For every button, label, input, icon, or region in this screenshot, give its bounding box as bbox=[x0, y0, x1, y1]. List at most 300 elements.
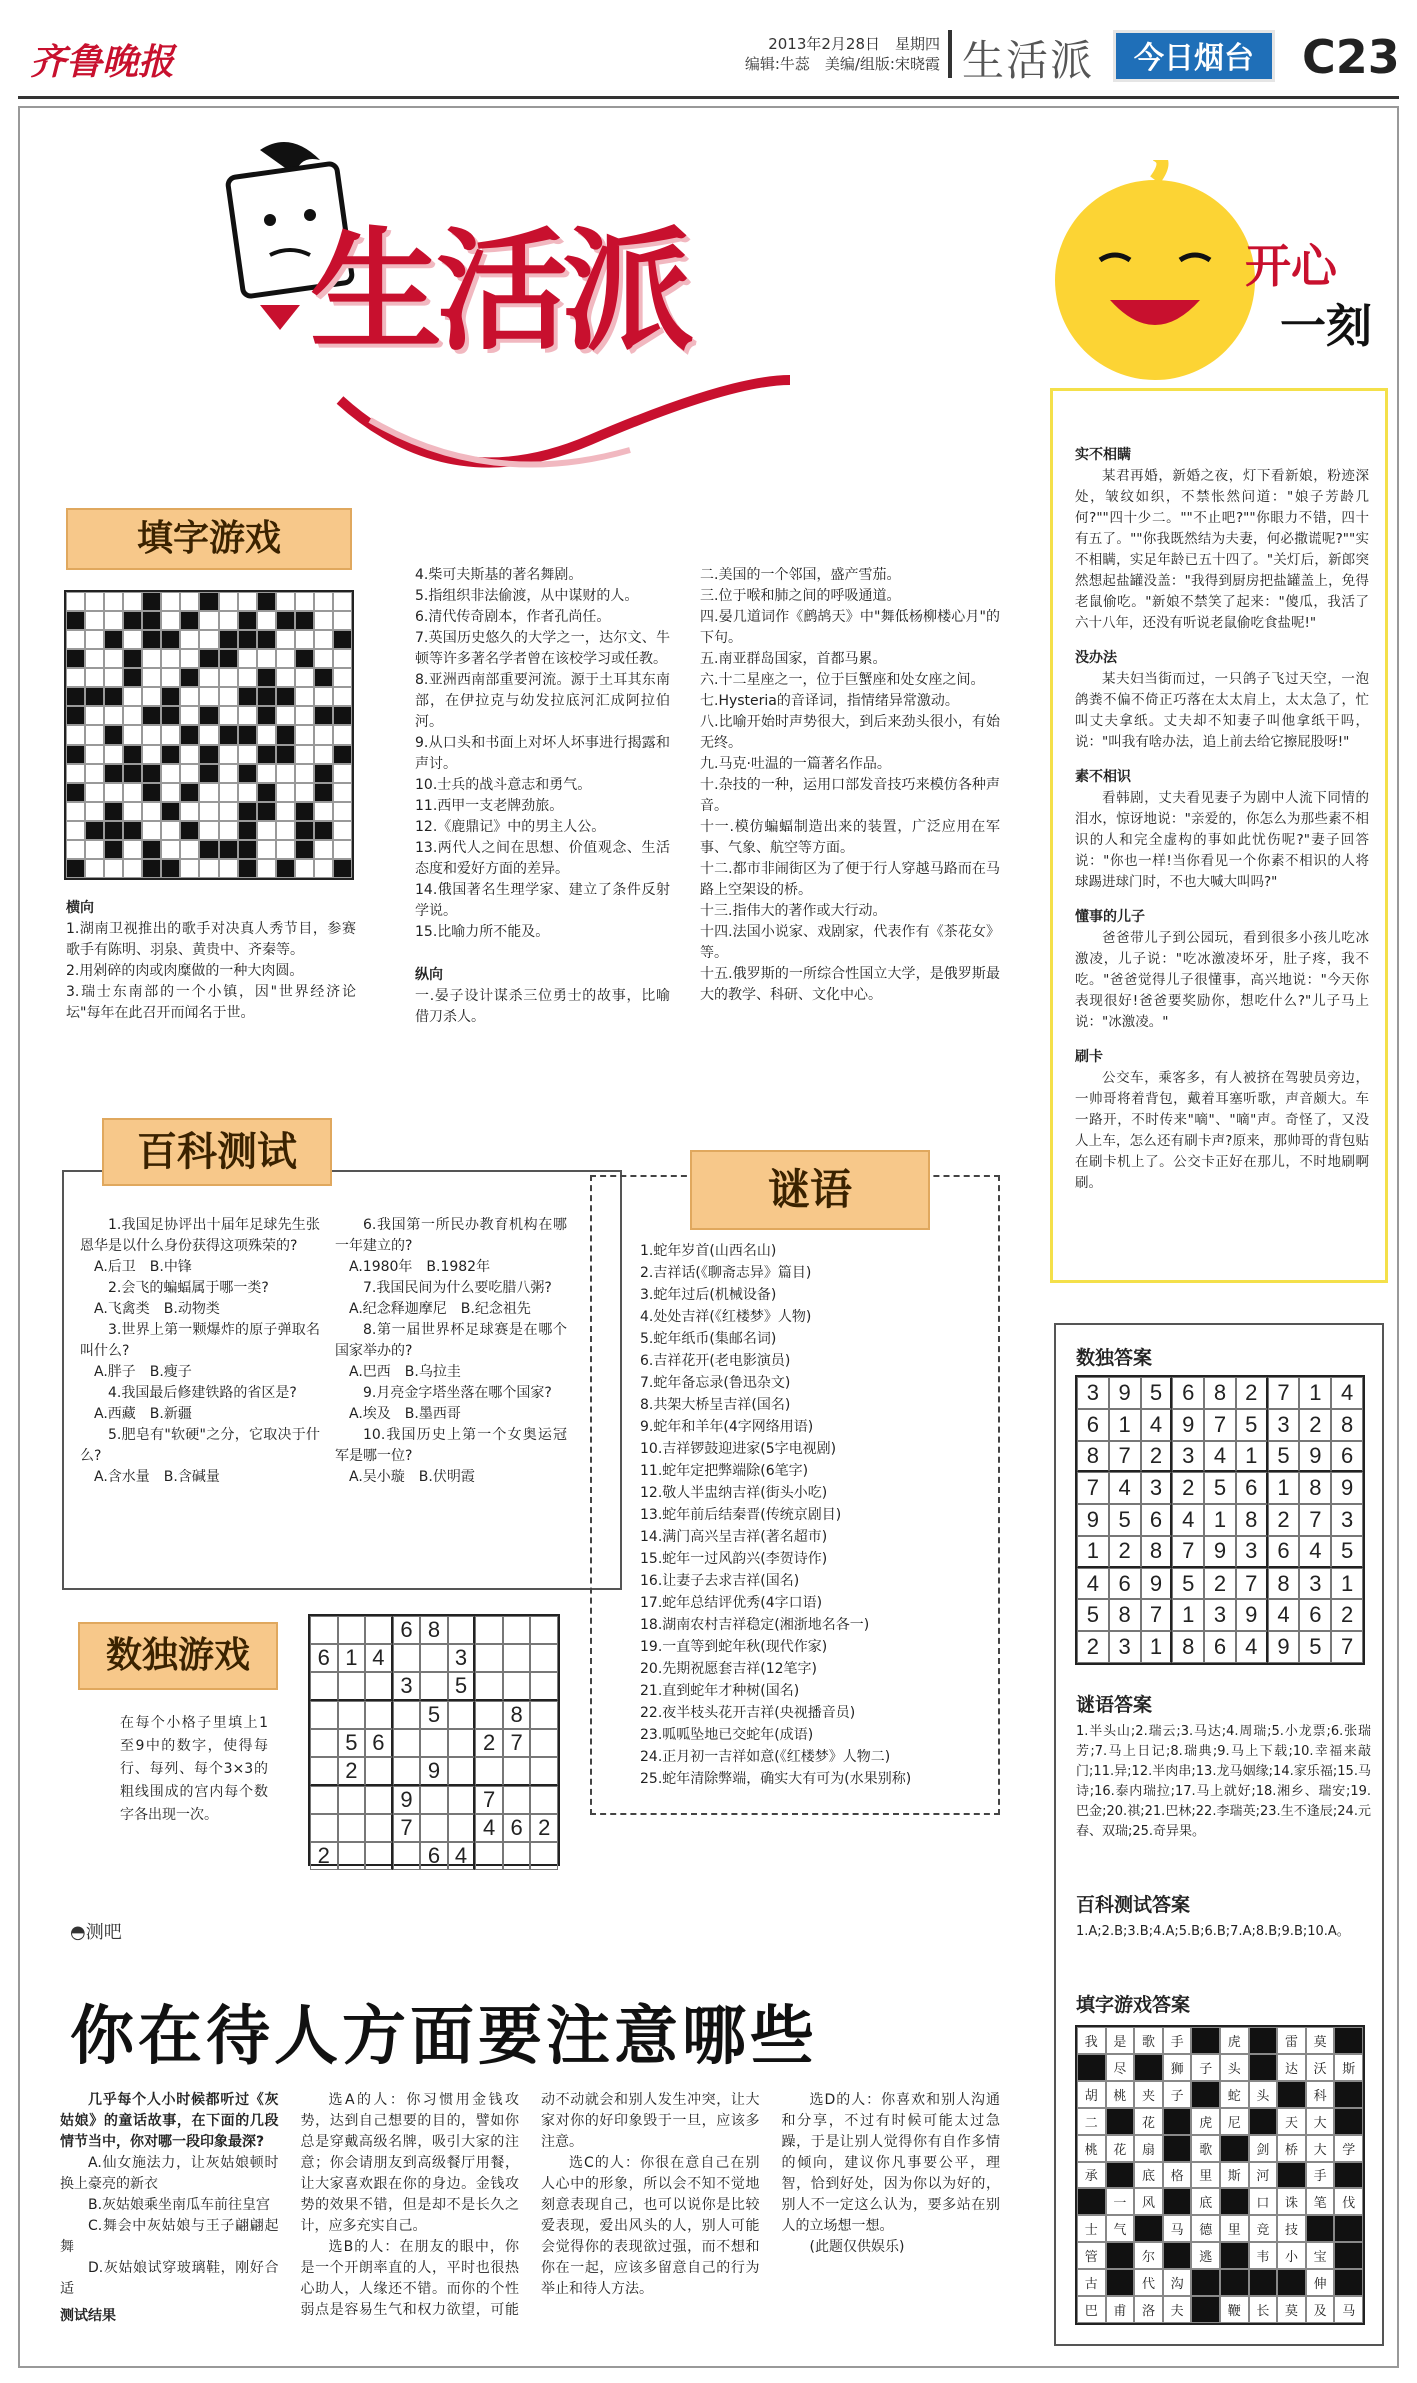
crossword-answer-cell bbox=[1334, 2242, 1363, 2269]
crossword-answer-cell: 桃 bbox=[1106, 2081, 1135, 2108]
crossword-cell bbox=[104, 802, 123, 821]
sudoku-cell: 2 bbox=[475, 1729, 503, 1757]
sudoku-cell: 4 bbox=[1172, 1504, 1204, 1536]
crossword-cell bbox=[161, 592, 180, 611]
crossword-answer-cell: 士 bbox=[1077, 2215, 1106, 2242]
crossword-cell bbox=[257, 630, 276, 649]
crossword-cell bbox=[257, 802, 276, 821]
clue-down-2: 二.美国的一个邻国，盛产雪茄。 bbox=[700, 567, 901, 583]
article-paragraph: D.灰姑娘试穿玻璃鞋，刚好合适 bbox=[60, 2260, 279, 2297]
crossword-cell bbox=[238, 859, 257, 878]
sudoku-cell: 7 bbox=[393, 1814, 421, 1842]
article-title: 你在待人方面要注意哪些 bbox=[70, 2000, 818, 2074]
crossword-answer-cell: 竞 bbox=[1249, 2215, 1278, 2242]
crossword-answer-cell: 巴 bbox=[1077, 2296, 1106, 2323]
sudoku-cell bbox=[503, 1644, 531, 1672]
down-title: 纵向 bbox=[415, 967, 443, 983]
clue-across-5: 5.指组织非法偷渡，从中谋财的人。 bbox=[415, 588, 639, 604]
crossword-cell bbox=[180, 840, 199, 859]
quiz-item: 4.我国最后修建铁路的省区是? bbox=[108, 1385, 297, 1401]
clue-down-13: 十三.指伟大的著作或大行动。 bbox=[700, 903, 887, 919]
crossword-cell bbox=[66, 687, 85, 706]
crossword-cell bbox=[219, 802, 238, 821]
crossword-cell bbox=[238, 649, 257, 668]
crossword-answer-cell: 花 bbox=[1134, 2108, 1163, 2135]
sudoku-cell: 2 bbox=[1109, 1536, 1141, 1568]
sudoku-cell: 4 bbox=[1236, 1631, 1268, 1663]
sudoku-cell: 9 bbox=[1172, 1409, 1204, 1441]
crossword-cell bbox=[295, 687, 314, 706]
riddle-item: 15.蛇年一过风韵兴(李贺诗作) bbox=[640, 1551, 828, 1567]
crossword-cell bbox=[123, 630, 142, 649]
crossword-cell bbox=[85, 630, 104, 649]
crossword-answer-cell bbox=[1249, 2054, 1278, 2081]
sudoku-cell: 7 bbox=[503, 1729, 531, 1757]
sudoku-cell: 6 bbox=[1204, 1631, 1236, 1663]
crossword-cell bbox=[104, 611, 123, 630]
sudoku-cell bbox=[420, 1672, 448, 1701]
crossword-cell bbox=[161, 668, 180, 687]
crossword-cell bbox=[180, 706, 199, 725]
sudoku-answer-grid bbox=[1075, 1375, 1365, 1665]
crossword-answer-cell: 格 bbox=[1163, 2162, 1192, 2189]
crossword-cell bbox=[333, 745, 352, 764]
masthead-swirl-icon bbox=[330, 360, 800, 490]
riddle-item: 22.夜半枝头花开吉祥(央视播音员) bbox=[640, 1705, 856, 1721]
clue-across-14: 14.俄国著名生理学家、建立了条件反射学说。 bbox=[415, 882, 670, 919]
crossword-answer-cell: 夫 bbox=[1163, 2296, 1192, 2323]
crossword-answer-cell: 长 bbox=[1249, 2296, 1278, 2323]
joke-title: 刷卡 bbox=[1075, 1049, 1103, 1065]
clue-across-11: 11.西甲一支老牌劲旅。 bbox=[415, 798, 564, 814]
sudoku-cell bbox=[448, 1786, 476, 1814]
crossword-cell bbox=[142, 725, 161, 744]
sudoku-cell: 1 bbox=[1268, 1472, 1300, 1504]
joke-body: 看韩剧，丈夫看见妻子为剧中人流下同情的泪水，惊讶地说："亲爱的，你怎么为那些素不相识的人和完全虚构的事如此忧伤呢?"妻子回答说："你也一样!当你看见一个你素不相识的人将球踢进球门时，不也大喊大叫吗?" bbox=[1075, 790, 1369, 890]
newspaper-logo: 齐鲁晚报 bbox=[30, 41, 175, 83]
riddle-item: 12.敬人半盅纳吉祥(街头小吃) bbox=[640, 1485, 828, 1501]
crossword-answer-cell: 里 bbox=[1191, 2162, 1220, 2189]
crossword-cell bbox=[257, 611, 276, 630]
clue-across-10: 10.士兵的战斗意志和勇气。 bbox=[415, 777, 592, 793]
crossword-cell bbox=[238, 821, 257, 840]
riddle-item: 24.正月初一吉祥如意(《红楼梦》人物二) bbox=[640, 1749, 891, 1765]
crossword-answer-cell bbox=[1220, 2269, 1249, 2296]
crossword-cell bbox=[257, 725, 276, 744]
sudoku-cell: 7 bbox=[1109, 1441, 1141, 1473]
crossword-cell bbox=[161, 649, 180, 668]
crossword-cell bbox=[104, 783, 123, 802]
crossword-cell bbox=[142, 802, 161, 821]
sudoku-cell bbox=[365, 1842, 393, 1870]
crossword-answer-cell: 胡 bbox=[1077, 2081, 1106, 2108]
sudoku-cell bbox=[338, 1672, 366, 1701]
crossword-answer-cell: 桃 bbox=[1077, 2135, 1106, 2162]
crossword-cell bbox=[199, 687, 218, 706]
crossword-cell bbox=[85, 706, 104, 725]
sudoku-cell: 9 bbox=[393, 1786, 421, 1814]
quiz-item: 3.世界上第一颗爆炸的原子弹取名叫什么? bbox=[80, 1322, 320, 1359]
sudoku-cell: 5 bbox=[1141, 1377, 1173, 1409]
sudoku-cell: 1 bbox=[1204, 1504, 1236, 1536]
quiz-answer-title: 百科测试答案 bbox=[1076, 1894, 1191, 1916]
sudoku-cell bbox=[365, 1814, 393, 1842]
crossword-answer-grid bbox=[1075, 2025, 1365, 2325]
clue-down-5: 五.南亚群岛国家，首都马累。 bbox=[700, 651, 887, 667]
sudoku-cell bbox=[530, 1757, 558, 1786]
crossword-cell bbox=[276, 592, 295, 611]
crossword-cell bbox=[104, 764, 123, 783]
crossword-answer-cell: 子 bbox=[1191, 2054, 1220, 2081]
crossword-cell bbox=[123, 725, 142, 744]
crossword-cell bbox=[276, 783, 295, 802]
sudoku-cell bbox=[310, 1786, 338, 1814]
page-number: C23 bbox=[1302, 30, 1400, 84]
across-title: 横向 bbox=[66, 900, 94, 916]
crossword-cell bbox=[219, 668, 238, 687]
crossword-answer-cell: 承 bbox=[1077, 2162, 1106, 2189]
sudoku-cell: 7 bbox=[1172, 1536, 1204, 1568]
quiz-answer-text: 1.A;2.B;3.B;4.A;5.B;6.B;7.A;8.B;9.B;10.A。 bbox=[1076, 1924, 1350, 1939]
riddle-item: 13.蛇年前后结秦晋(传统京剧目) bbox=[640, 1507, 842, 1523]
crossword-answer-cell: 气 bbox=[1106, 2215, 1135, 2242]
crossword-cell bbox=[314, 840, 333, 859]
crossword-across bbox=[66, 898, 356, 1024]
crossword-answer-cell: 科 bbox=[1306, 2081, 1335, 2108]
crossword-answer-cell: 是 bbox=[1106, 2027, 1135, 2054]
crossword-cell bbox=[314, 687, 333, 706]
crossword-cell bbox=[180, 725, 199, 744]
sudoku-cell: 4 bbox=[1204, 1441, 1236, 1473]
clue-down-9: 九.马克·吐温的一篇著名作品。 bbox=[700, 756, 891, 772]
sudoku-cell bbox=[448, 1701, 476, 1729]
quiz-tag: 百科测试 bbox=[102, 1118, 332, 1186]
crossword-cell bbox=[85, 802, 104, 821]
sudoku-cell: 1 bbox=[1236, 1441, 1268, 1473]
crossword-answer-cell: 德 bbox=[1191, 2215, 1220, 2242]
crossword-answer-cell bbox=[1334, 2215, 1363, 2242]
crossword-answer-cell: 河 bbox=[1249, 2162, 1278, 2189]
sudoku-cell: 1 bbox=[338, 1644, 366, 1672]
crossword-answer-cell bbox=[1220, 2135, 1249, 2162]
issue-editors: 编辑:牛蕊 美编/组版:宋晓霞 bbox=[744, 55, 940, 73]
sudoku-cell bbox=[310, 1757, 338, 1786]
sudoku-cell: 6 bbox=[1299, 1599, 1331, 1631]
article-paragraph: (此题仅供娱乐) bbox=[809, 2239, 905, 2255]
sudoku-cell: 6 bbox=[393, 1616, 421, 1644]
crossword-answer-cell bbox=[1334, 2027, 1363, 2054]
crossword-answer-cell: 诛 bbox=[1277, 2188, 1306, 2215]
clue-down-10: 十.杂技的一种，运用口部发音技巧来模仿各种声音。 bbox=[700, 777, 1000, 814]
crossword-answer-cell: 逃 bbox=[1191, 2242, 1220, 2269]
crossword-cell bbox=[85, 840, 104, 859]
riddle-item: 21.直到蛇年才种树(国名) bbox=[640, 1683, 800, 1699]
sudoku-cell: 1 bbox=[1109, 1409, 1141, 1441]
crossword-cell bbox=[142, 668, 161, 687]
quiz-item: 2.会飞的蝙蝠属于哪一类? bbox=[108, 1280, 269, 1296]
quiz-item: A.埃及 B.墨西哥 bbox=[349, 1406, 461, 1422]
crossword-cell bbox=[333, 611, 352, 630]
crossword-cell bbox=[295, 630, 314, 649]
crossword-grid bbox=[64, 590, 354, 880]
crossword-cell bbox=[199, 745, 218, 764]
crossword-cell bbox=[295, 764, 314, 783]
crossword-answer-cell: 里 bbox=[1220, 2215, 1249, 2242]
sudoku-cell bbox=[393, 1701, 421, 1729]
crossword-cell bbox=[238, 745, 257, 764]
sudoku-cell bbox=[530, 1786, 558, 1814]
crossword-cell bbox=[199, 821, 218, 840]
quiz-item: A.巴西 B.乌拉圭 bbox=[349, 1364, 461, 1380]
crossword-cell bbox=[238, 802, 257, 821]
riddle-item: 3.蛇年过后(机械设备) bbox=[640, 1287, 777, 1303]
sudoku-cell: 4 bbox=[1268, 1599, 1300, 1631]
article-paragraph: 几乎每个人小时候都听过《灰姑娘》的童话故事，在下面的几段情节当中，你对哪一段印象最深? bbox=[60, 2092, 279, 2150]
crossword-cell bbox=[314, 745, 333, 764]
sudoku-cell: 2 bbox=[1268, 1504, 1300, 1536]
sudoku-cell: 3 bbox=[393, 1672, 421, 1701]
crossword-down bbox=[700, 565, 1000, 1006]
crossword-cell bbox=[123, 592, 142, 611]
crossword-answer-cell: 二 bbox=[1077, 2108, 1106, 2135]
crossword-cell bbox=[199, 859, 218, 878]
sudoku-cell: 8 bbox=[1268, 1568, 1300, 1600]
crossword-cell bbox=[161, 687, 180, 706]
crossword-answer-cell: 一 bbox=[1106, 2188, 1135, 2215]
joke-title: 懂事的儿子 bbox=[1075, 909, 1145, 925]
crossword-cells bbox=[66, 592, 352, 878]
sudoku-cell bbox=[530, 1729, 558, 1757]
crossword-cell bbox=[104, 745, 123, 764]
crossword-answer-cell: 沃 bbox=[1306, 2054, 1335, 2081]
crossword-answer-cell: 尔 bbox=[1134, 2242, 1163, 2269]
sudoku-cell: 6 bbox=[310, 1644, 338, 1672]
crossword-cell bbox=[295, 592, 314, 611]
crossword-cell bbox=[199, 840, 218, 859]
crossword-cell bbox=[257, 764, 276, 783]
crossword-cell bbox=[333, 649, 352, 668]
crossword-cell bbox=[142, 745, 161, 764]
crossword-cell bbox=[104, 725, 123, 744]
sudoku-cell bbox=[503, 1616, 531, 1644]
crossword-answer-cell bbox=[1334, 2108, 1363, 2135]
sudoku-cell bbox=[393, 1644, 421, 1672]
crossword-cell bbox=[85, 649, 104, 668]
crossword-answer-cell bbox=[1191, 2027, 1220, 2054]
article-paragraph: 选A的人：你习惯用金钱攻势，达到自己想要的目的，譬如你总是穿戴高级名牌，吸引大家的注意；你会请朋友到高级餐厅用餐，让大家喜欢跟在你的身边。金钱攻势的效果不错，但是却不是长久之计，应多充实自己。 bbox=[300, 2092, 519, 2234]
crossword-answer-cell bbox=[1163, 2188, 1192, 2215]
riddle-item: 18.湖南农村吉祥稳定(湘浙地名各一) bbox=[640, 1617, 870, 1633]
crossword-cell bbox=[314, 764, 333, 783]
crossword-cell bbox=[142, 859, 161, 878]
crossword-cell bbox=[238, 592, 257, 611]
crossword-answer-cell: 我 bbox=[1077, 2027, 1106, 2054]
crossword-cell bbox=[123, 649, 142, 668]
sudoku-cell: 4 bbox=[448, 1842, 476, 1870]
riddle-item: 5.蛇年纸币(集邮名词) bbox=[640, 1331, 777, 1347]
sudoku-cell: 6 bbox=[1172, 1377, 1204, 1409]
sudoku-cell bbox=[338, 1814, 366, 1842]
sudoku-cell: 3 bbox=[1172, 1441, 1204, 1473]
crossword-cell bbox=[333, 859, 352, 878]
crossword-cell bbox=[161, 821, 180, 840]
crossword-cell bbox=[85, 668, 104, 687]
crossword-cell bbox=[199, 706, 218, 725]
crossword-cell bbox=[333, 821, 352, 840]
crossword-cell bbox=[199, 649, 218, 668]
joke-body: 爸爸带儿子到公园玩，看到很多小孩儿吃冰激凌，儿子说："吃冰激凌坏牙，肚子疼，我不吃。"爸爸觉得儿子很懂事，高兴地说："今天你表现很好!爸爸要奖励你，想吃什么?"儿子马上说："冰激凌。" bbox=[1075, 930, 1369, 1030]
crossword-answer-cell: 头 bbox=[1220, 2054, 1249, 2081]
crossword-answer-cell: 狮 bbox=[1163, 2054, 1192, 2081]
crossword-cell bbox=[161, 764, 180, 783]
crossword-cell bbox=[199, 668, 218, 687]
sudoku-cell: 8 bbox=[420, 1616, 448, 1644]
crossword-cell bbox=[314, 592, 333, 611]
sudoku-cell: 3 bbox=[1331, 1504, 1363, 1536]
sudoku-cell: 6 bbox=[1268, 1536, 1300, 1568]
crossword-cell bbox=[180, 649, 199, 668]
crossword-cell bbox=[180, 745, 199, 764]
sudoku-cell bbox=[365, 1672, 393, 1701]
crossword-answer-cell: 口 bbox=[1249, 2188, 1278, 2215]
crossword-answer-cell: 子 bbox=[1163, 2081, 1192, 2108]
jokes-box bbox=[1050, 388, 1388, 1283]
sudoku-cell bbox=[393, 1757, 421, 1786]
crossword-answer-cell: 伐 bbox=[1334, 2188, 1363, 2215]
quiz-item: 9.月亮金字塔坐落在哪个国家? bbox=[363, 1385, 552, 1401]
crossword-answer-cell: 笔 bbox=[1306, 2188, 1335, 2215]
crossword-answer-cell: 虎 bbox=[1191, 2108, 1220, 2135]
crossword-cell bbox=[66, 821, 85, 840]
crossword-cell bbox=[295, 821, 314, 840]
crossword-cell bbox=[219, 859, 238, 878]
sudoku-cell: 2 bbox=[1172, 1472, 1204, 1504]
crossword-cell bbox=[333, 706, 352, 725]
crossword-answer-cell bbox=[1106, 2269, 1135, 2296]
sudoku-cell: 7 bbox=[1299, 1504, 1331, 1536]
clue-down-6: 六.十二星座之一，位于巨蟹座和处女座之间。 bbox=[700, 672, 985, 688]
sudoku-cell: 5 bbox=[1236, 1409, 1268, 1441]
crossword-cell bbox=[123, 821, 142, 840]
crossword-cell bbox=[219, 764, 238, 783]
crossword-cell bbox=[199, 630, 218, 649]
sudoku-cell: 3 bbox=[1299, 1568, 1331, 1600]
riddle-answer-title: 谜语答案 bbox=[1076, 1694, 1153, 1716]
crossword-cell bbox=[314, 725, 333, 744]
riddle-list bbox=[640, 1240, 995, 1790]
crossword-cell bbox=[123, 745, 142, 764]
crossword-cell bbox=[199, 802, 218, 821]
clue-down-8: 八.比喻开始时声势很大，到后来劲头很小，有始无终。 bbox=[700, 714, 1000, 751]
crossword-answer-cell bbox=[1277, 2162, 1306, 2189]
crossword-cell bbox=[66, 859, 85, 878]
riddle-answer-text: 1.半头山;2.瑞云;3.马达;4.周瑞;5.小龙票;6.张瑞芳;7.马上日记;8.瑞典;9.马上下载;10.幸福来敲门;11.异;12.半肉串;13.龙马姻缘;14.家乐福;15.马诗;16.泰内瑞拉;17.马上就好;18.湘乡、瑞安;19.巴金;20.祺;21.巴林;22.李瑞英;23.生不逢辰;24.元春、双瑞;25.奇异果。 bbox=[1076, 1724, 1371, 1839]
sudoku-cell: 8 bbox=[1109, 1599, 1141, 1631]
crossword-cell bbox=[276, 821, 295, 840]
crossword-answer-cell: 宝 bbox=[1306, 2242, 1335, 2269]
crossword-cell bbox=[66, 802, 85, 821]
crossword-cell bbox=[123, 840, 142, 859]
sudoku-cell bbox=[448, 1729, 476, 1757]
sudoku-answer-title: 数独答案 bbox=[1076, 1347, 1153, 1369]
crossword-cell bbox=[257, 649, 276, 668]
sudoku-cell: 4 bbox=[1077, 1568, 1109, 1600]
sudoku-cell bbox=[365, 1616, 393, 1644]
clue-down-15: 十五.俄罗斯的一所综合性国立大学，是俄罗斯最大的教学、科研、文化中心。 bbox=[700, 966, 1000, 1003]
riddle-tag: 谜语 bbox=[690, 1150, 930, 1230]
crossword-cell bbox=[199, 725, 218, 744]
sudoku-cell: 4 bbox=[475, 1814, 503, 1842]
sudoku-cell: 8 bbox=[1236, 1504, 1268, 1536]
crossword-cell bbox=[142, 706, 161, 725]
crossword-answer-cell: 鞭 bbox=[1220, 2296, 1249, 2323]
crossword-cell bbox=[238, 706, 257, 725]
crossword-across-cont bbox=[415, 565, 670, 1028]
crossword-cell bbox=[238, 668, 257, 687]
crossword-answer-cell bbox=[1249, 2108, 1278, 2135]
sudoku-cell: 4 bbox=[1141, 1409, 1173, 1441]
crossword-cell bbox=[123, 687, 142, 706]
crossword-cell bbox=[276, 859, 295, 878]
crossword-cell bbox=[104, 668, 123, 687]
crossword-cell bbox=[257, 840, 276, 859]
sudoku-cell bbox=[420, 1644, 448, 1672]
crossword-cell bbox=[333, 764, 352, 783]
crossword-cell bbox=[238, 687, 257, 706]
crossword-answer-cell bbox=[1334, 2269, 1363, 2296]
crossword-cell bbox=[123, 706, 142, 725]
crossword-cell bbox=[276, 706, 295, 725]
crossword-cell bbox=[257, 745, 276, 764]
crossword-cell bbox=[257, 592, 276, 611]
crossword-cell bbox=[219, 745, 238, 764]
article-paragraph: B.灰姑娘乘坐南瓜车前往皇宫 bbox=[88, 2197, 271, 2213]
crossword-cell bbox=[295, 611, 314, 630]
crossword-cell bbox=[142, 821, 161, 840]
crossword-cell bbox=[199, 592, 218, 611]
quiz-right-column bbox=[335, 1215, 567, 1488]
sudoku-cell: 1 bbox=[1331, 1568, 1363, 1600]
article-paragraph: A.仙女施法力，让灰姑娘顿时换上豪亮的新衣 bbox=[60, 2155, 279, 2192]
sudoku-cell: 2 bbox=[1299, 1409, 1331, 1441]
crossword-answer-cell: 歌 bbox=[1191, 2135, 1220, 2162]
sudoku-cell: 7 bbox=[475, 1786, 503, 1814]
sudoku-cell: 5 bbox=[338, 1729, 366, 1757]
sudoku-grid bbox=[308, 1614, 560, 1866]
crossword-cell bbox=[104, 840, 123, 859]
crossword-answer-cell: 手 bbox=[1306, 2162, 1335, 2189]
riddle-item: 17.蛇年总结评优秀(4字口语) bbox=[640, 1595, 823, 1611]
crossword-cell bbox=[161, 725, 180, 744]
crossword-answer-cell: 管 bbox=[1077, 2242, 1106, 2269]
crossword-cell bbox=[295, 706, 314, 725]
sudoku-cell bbox=[310, 1814, 338, 1842]
sudoku-cell: 6 bbox=[1077, 1409, 1109, 1441]
crossword-answer-cell: 莫 bbox=[1306, 2027, 1335, 2054]
sudoku-cell: 6 bbox=[365, 1729, 393, 1757]
sudoku-cell bbox=[530, 1672, 558, 1701]
joke-title: 没办法 bbox=[1075, 650, 1117, 666]
crossword-answer-cell bbox=[1277, 2269, 1306, 2296]
crossword-cell bbox=[85, 725, 104, 744]
crossword-cell bbox=[180, 687, 199, 706]
article-paragraph: 选C的人：你很在意自己在别人心中的形象，所以会不知不觉地刻意表现自己，也可以说你是比较爱表现，爱出风头的人，别人可能会觉得你的表现欲过强，而不想和你在一起，应该多留意自己的行为举止和待人方法。 bbox=[541, 2155, 760, 2297]
crossword-cell bbox=[276, 802, 295, 821]
crossword-answer-cell bbox=[1220, 2188, 1249, 2215]
sudoku-cell: 3 bbox=[1268, 1409, 1300, 1441]
crossword-cell bbox=[85, 821, 104, 840]
crossword-cell bbox=[66, 840, 85, 859]
